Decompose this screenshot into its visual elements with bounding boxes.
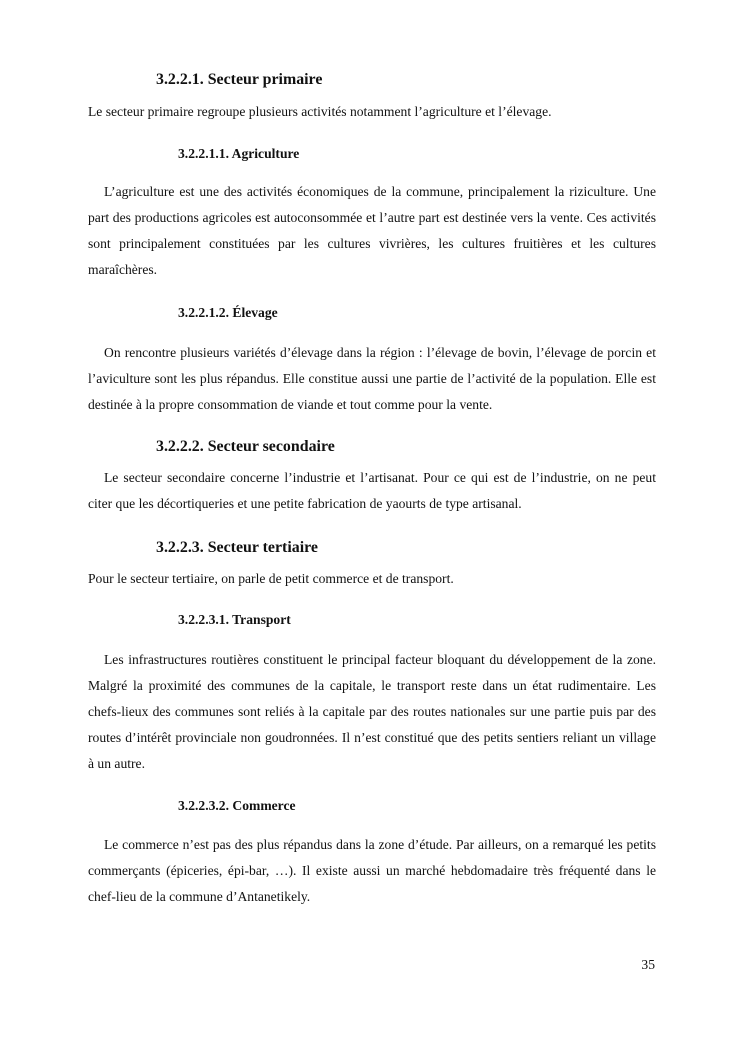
heading-secteur-tertiaire: 3.2.2.3. Secteur tertiaire [156,539,318,556]
heading-transport: 3.2.2.3.1. Transport [178,612,291,627]
heading-commerce: 3.2.2.3.2. Commerce [178,798,296,813]
paragraph-elevage: On rencontre plusieurs variétés d’élevage dans la région : l’élevage de bovin, l’élevage de porcin et l’aviculture sont les plus répandus. Elle constitue aussi une partie de l’activité de la population. Elle est destinée à la propre consommation de viande et tout comme pour la vente. [88,345,656,412]
heading-agriculture: 3.2.2.1.1. Agriculture [178,146,300,161]
paragraph-secteur-secondaire: Le secteur secondaire concerne l’industrie et l’artisanat. Pour ce qui est de l’industrie, on ne peut citer que les décortiqueries et une petite fabrication de yaourts de type artisanal. [88,470,656,511]
paragraph-agriculture: L’agriculture est une des activités économiques de la commune, principalement la riziculture. Une part des productions agricoles est autoconsommée et l’autre part est destinée vers la vente. Ces activités sont principalement constituées par les cultures vivrières, les cultures fruitières et les cultures maraîchères. [88,184,656,277]
paragraph-secteur-tertiaire: Pour le secteur tertiaire, on parle de petit commerce et de transport. [88,571,454,586]
heading-elevage: 3.2.2.1.2. Élevage [178,305,278,320]
paragraph-secteur-primaire: Le secteur primaire regroupe plusieurs activités notamment l’agriculture et l’élevage. [88,104,552,119]
heading-secteur-secondaire: 3.2.2.2. Secteur secondaire [156,438,335,455]
page-number: 35 [641,957,655,972]
paragraph-commerce: Le commerce n’est pas des plus répandus dans la zone d’étude. Par ailleurs, on a remarqué les petits commerçants (épiceries, épi-bar, …). Il existe aussi un marché hebdomadaire très fréquenté dans le chef-lieu de la commune d’Antanetikely. [88,837,656,904]
heading-secteur-primaire: 3.2.2.1. Secteur primaire [156,71,323,88]
paragraph-transport: Les infrastructures routières constituent le principal facteur bloquant du développement de la zone. Malgré la proximité des communes de la capitale, le transport reste dans un état rudimentaire. Les chefs-lieux des communes sont reliés à la capitale par des routes nationales sur une partie puis par des routes d’intérêt provinciale non goudronnées. Il n’est constitué que des petits sentiers reliant un village à un autre. [88,652,656,771]
